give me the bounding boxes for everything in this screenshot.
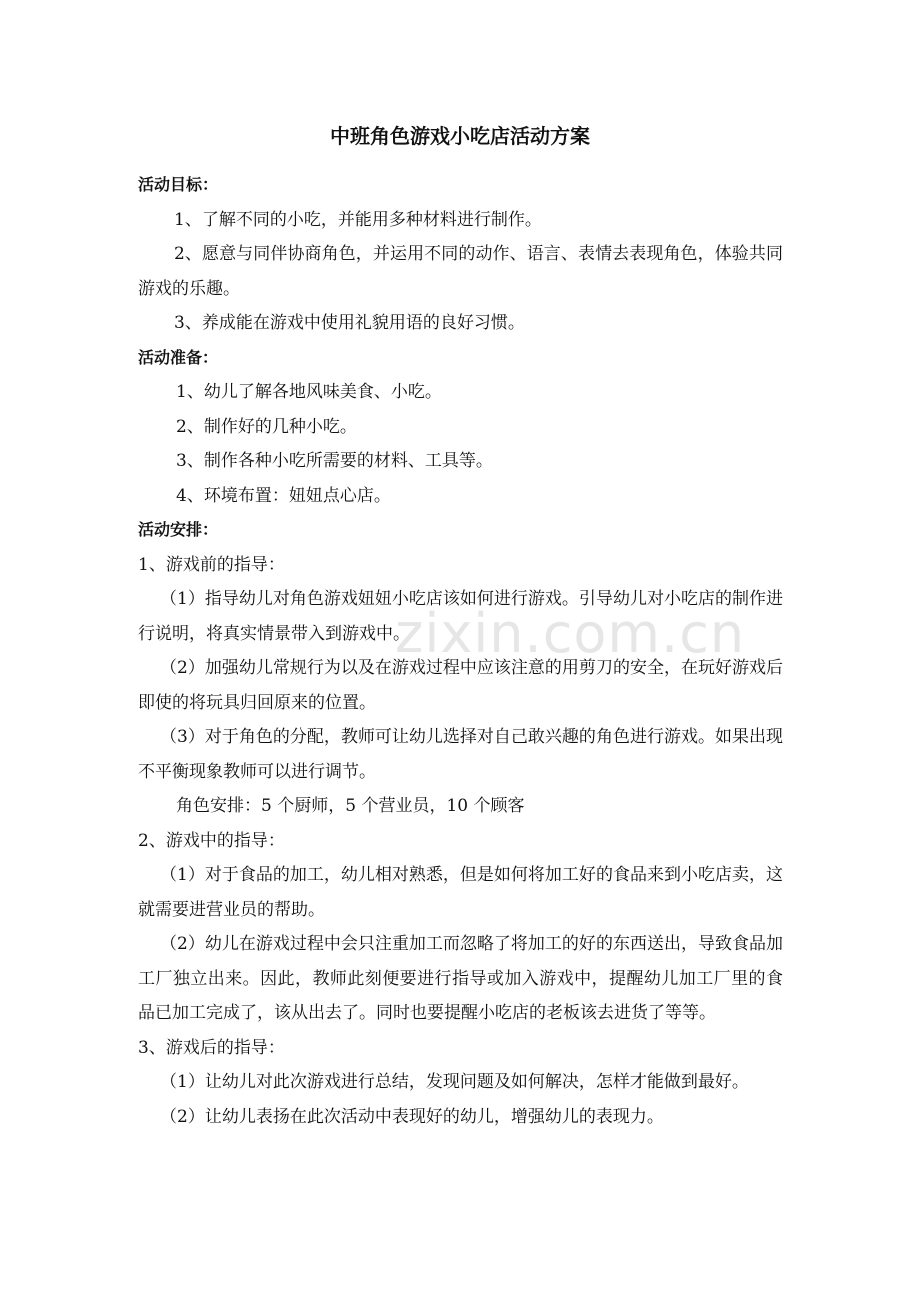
after-game-label: 3、游戏后的指导：: [138, 1037, 285, 1058]
goal-item: 3、养成能在游戏中使用礼貌用语的良好习惯。: [174, 313, 525, 333]
before-game-label: 1、游戏前的指导：: [138, 554, 285, 575]
before-game-item: （1）指导幼儿对角色游戏妞妞小吃店该如何进行游戏。引导幼儿对小吃店的制作进行说明，将真实情景带入到游戏中。: [138, 589, 783, 644]
watermark-text: zixin.com.cn: [395, 602, 746, 665]
during-game-item: （1）对于食品的加工，幼儿相对熟悉，但是如何将加工好的食品来到小吃店卖，这就需要进营业员的帮助。: [138, 865, 783, 920]
prep-heading: 活动准备：: [138, 347, 219, 367]
goals-heading: 活动目标：: [138, 175, 219, 194]
prep-item: 2、制作好的几种小吃。: [176, 416, 357, 437]
during-game-item: （2）幼儿在游戏过程中会只注重加工而忽略了将加工的好的东西送出，导致食品加工厂独立出来。因此，教师此刻便要进行指导或加入游戏中，提醒幼儿加工厂里的食品已加工完成了，该从出去了。同时也要提醒小吃店的老板该去进货了等等。: [138, 934, 783, 1023]
before-game-item: （3）对于角色的分配，教师可让幼儿选择对自己敢兴趣的角色进行游戏。如果出现不平衡现象教师可以进行调节。: [138, 727, 783, 782]
after-game-item: （2）让幼儿表扬在此次活动中表现好的幼儿，增强幼儿的表现力。: [160, 1106, 664, 1127]
arrange-heading: 活动安排：: [138, 520, 219, 539]
goal-item: 1、了解不同的小吃，并能用多种材料进行制作。: [174, 209, 542, 230]
goal-item: 2、愿意与同伴协商角色，并运用不同的动作、语言、表情去表现角色，体验共同游戏的乐趣。: [138, 244, 783, 299]
prep-item: 3、制作各种小吃所需要的材料、工具等。: [176, 451, 493, 471]
prep-item: 1、幼儿了解各地风味美食、小吃。: [176, 382, 442, 402]
after-game-item: （1）让幼儿对此次游戏进行总结，发现问题及如何解决，怎样才能做到最好。: [160, 1072, 749, 1092]
before-game-item: （2）加强幼儿常规行为以及在游戏过程中应该注意的用剪刀的安全，在玩好游戏后即使的将玩具归回原来的位置。: [138, 658, 783, 713]
prep-item: 4、环境布置：妞妞点心店。: [176, 485, 391, 506]
document-title: 中班角色游戏小吃店活动方案: [330, 124, 590, 148]
during-game-label: 2、游戏中的指导：: [138, 830, 285, 851]
role-arrangement: 角色安排：5 个厨师，5 个营业员，10 个顾客: [176, 796, 525, 816]
document-body: [138, 168, 783, 1134]
